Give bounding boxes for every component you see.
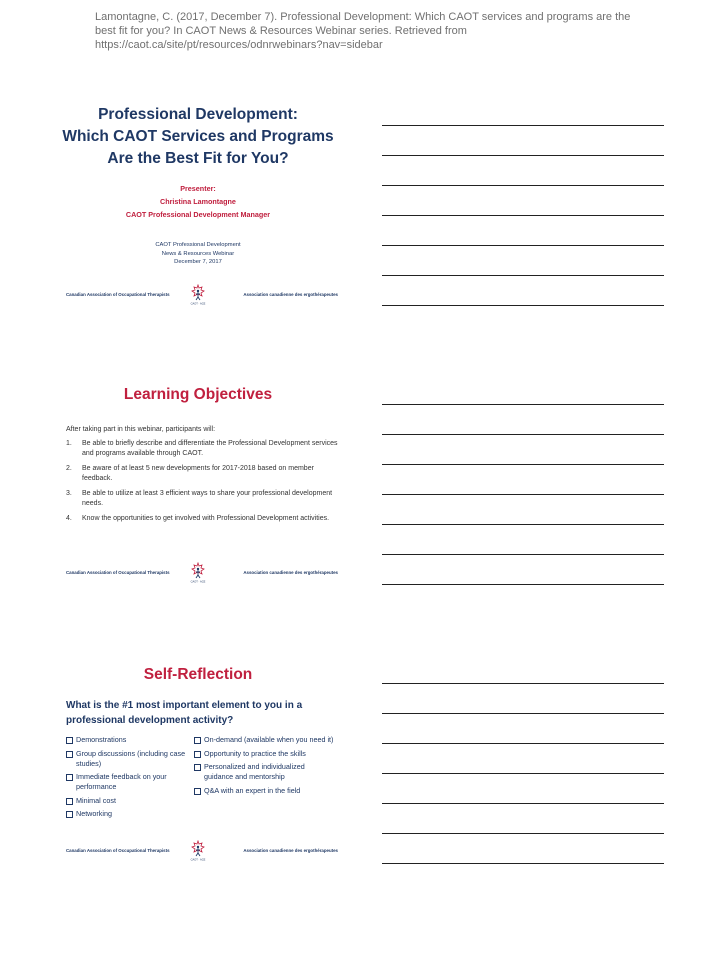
notes-lines xyxy=(382,375,664,585)
note-line xyxy=(382,405,664,435)
item-text: Be able to utilize at least 3 efficient ways to share your professional development needs. xyxy=(82,490,333,507)
option-text: Group discussions (including case studies) xyxy=(76,748,186,768)
option-text: Networking xyxy=(76,809,112,818)
checkbox-icon xyxy=(66,811,73,818)
slide-title-line: Are the Best Fit for You? xyxy=(107,150,289,167)
checkbox-icon xyxy=(194,751,201,758)
note-line xyxy=(382,186,664,216)
note-line xyxy=(382,126,664,156)
list-item xyxy=(66,772,194,792)
footer-english: Canadian Association of Occupational Therapists xyxy=(66,292,170,297)
option-text: Immediate feedback on your performance xyxy=(76,772,167,791)
list-item xyxy=(66,514,340,524)
option-text: On-demand (available when you need it) xyxy=(204,735,334,744)
option-text: Opportunity to practice the skills xyxy=(204,748,306,758)
option-text: Personalized and individualized guidance and mentorship xyxy=(204,762,305,781)
note-line xyxy=(382,774,664,804)
checkbox-icon xyxy=(66,798,73,805)
note-line xyxy=(382,216,664,246)
checkbox-icon xyxy=(194,764,201,771)
option-text: Demonstrations xyxy=(76,735,127,744)
list-item xyxy=(66,735,194,745)
presenter-name: Christina Lamontagne xyxy=(160,197,236,206)
list-item xyxy=(66,796,194,806)
objectives-list xyxy=(56,439,340,524)
checkbox-icon xyxy=(194,737,201,744)
note-line xyxy=(382,276,664,306)
note-line xyxy=(382,375,664,405)
slide-learning-objectives xyxy=(56,384,340,624)
item-number: 1. xyxy=(66,440,72,447)
webinar-info xyxy=(56,241,340,267)
presenter-block xyxy=(56,182,340,221)
footer-french: Association canadienne des ergothérapeutes xyxy=(243,292,338,297)
webinar-line: December 7, 2017 xyxy=(174,259,222,265)
caot-logo-icon xyxy=(189,840,207,862)
slide-title-line: Professional Development: xyxy=(98,106,298,123)
slide-footer xyxy=(56,284,340,306)
slide-footer xyxy=(56,840,340,862)
citation-text: Lamontagne, C. (2017, December 7). Professional Development: Which CAOT services and programs are the best fit for you? In CAOT News & Resources Webinar series. Retrieved from https://caot.ca/site/pt/resources/odnrwebinars?nav=sidebar xyxy=(95,11,631,51)
note-line xyxy=(382,834,664,864)
webinar-line: CAOT Professional Development xyxy=(155,242,241,248)
checkbox-icon xyxy=(66,751,73,758)
checkbox-icon xyxy=(66,737,73,744)
note-line xyxy=(382,435,664,465)
note-line xyxy=(382,156,664,186)
objectives-intro: After taking part in this webinar, participants will: xyxy=(66,426,216,433)
item-number: 4. xyxy=(66,515,72,522)
caot-logo-icon xyxy=(189,562,207,584)
presenter-label: Presenter: xyxy=(180,184,216,193)
note-line xyxy=(382,804,664,834)
options-columns xyxy=(66,735,340,823)
footer-french: Association canadienne des ergothérapeutes xyxy=(243,570,338,575)
note-line xyxy=(382,465,664,495)
note-line xyxy=(382,96,664,126)
checkbox-icon xyxy=(194,788,201,795)
slide-self-reflection xyxy=(56,664,340,904)
option-text: Q&A with an expert in the field xyxy=(204,785,301,795)
slide-title: Self-Reflection xyxy=(143,666,253,683)
slide-title-line: Which CAOT Services and Programs xyxy=(62,128,334,145)
checkbox-icon xyxy=(66,774,73,781)
item-number: 3. xyxy=(66,490,72,497)
caot-logo-icon xyxy=(189,284,207,306)
notes-lines xyxy=(382,96,664,306)
notes-lines xyxy=(382,654,664,864)
note-line xyxy=(382,654,664,684)
list-item xyxy=(66,749,194,769)
list-item xyxy=(194,762,334,782)
logo-text: CAOT · ACE xyxy=(190,858,206,862)
note-line xyxy=(382,684,664,714)
list-item xyxy=(66,809,194,819)
note-line xyxy=(382,744,664,774)
slide-title: Learning Objectives xyxy=(123,386,273,403)
item-text: Know the opportunities to get involved with Professional Development activities. xyxy=(82,515,330,522)
list-item xyxy=(194,735,334,745)
logo-text: CAOT · ACE xyxy=(190,580,206,584)
note-line xyxy=(382,246,664,276)
item-text: Be aware of at least 5 new developments for 2017-2018 based on member feedback. xyxy=(82,465,314,482)
note-line xyxy=(382,525,664,555)
list-item xyxy=(66,489,340,509)
list-item xyxy=(194,786,334,796)
note-line xyxy=(382,495,664,525)
footer-french: Association canadienne des ergothérapeutes xyxy=(243,848,338,853)
slide-title xyxy=(56,104,340,344)
presenter-role: CAOT Professional Development Manager xyxy=(125,210,271,219)
footer-english: Canadian Association of Occupational Therapists xyxy=(66,570,170,575)
item-number: 2. xyxy=(66,465,72,472)
list-item xyxy=(66,464,340,484)
list-item xyxy=(194,749,334,759)
footer-english: Canadian Association of Occupational Therapists xyxy=(66,848,170,853)
slide-footer xyxy=(56,562,340,584)
options-right xyxy=(194,735,334,823)
note-line xyxy=(382,555,664,585)
note-line xyxy=(382,714,664,744)
options-left xyxy=(66,735,194,823)
item-text: Be able to briefly describe and differentiate the Professional Development services and programs available through CAOT. xyxy=(82,440,338,457)
option-text: Minimal cost xyxy=(76,795,116,805)
logo-text: CAOT · ACE xyxy=(190,302,206,306)
list-item xyxy=(66,439,340,459)
reflection-question: What is the #1 most important element to you in a professional development activity? xyxy=(66,700,303,726)
webinar-line: News & Resources Webinar xyxy=(161,250,235,257)
